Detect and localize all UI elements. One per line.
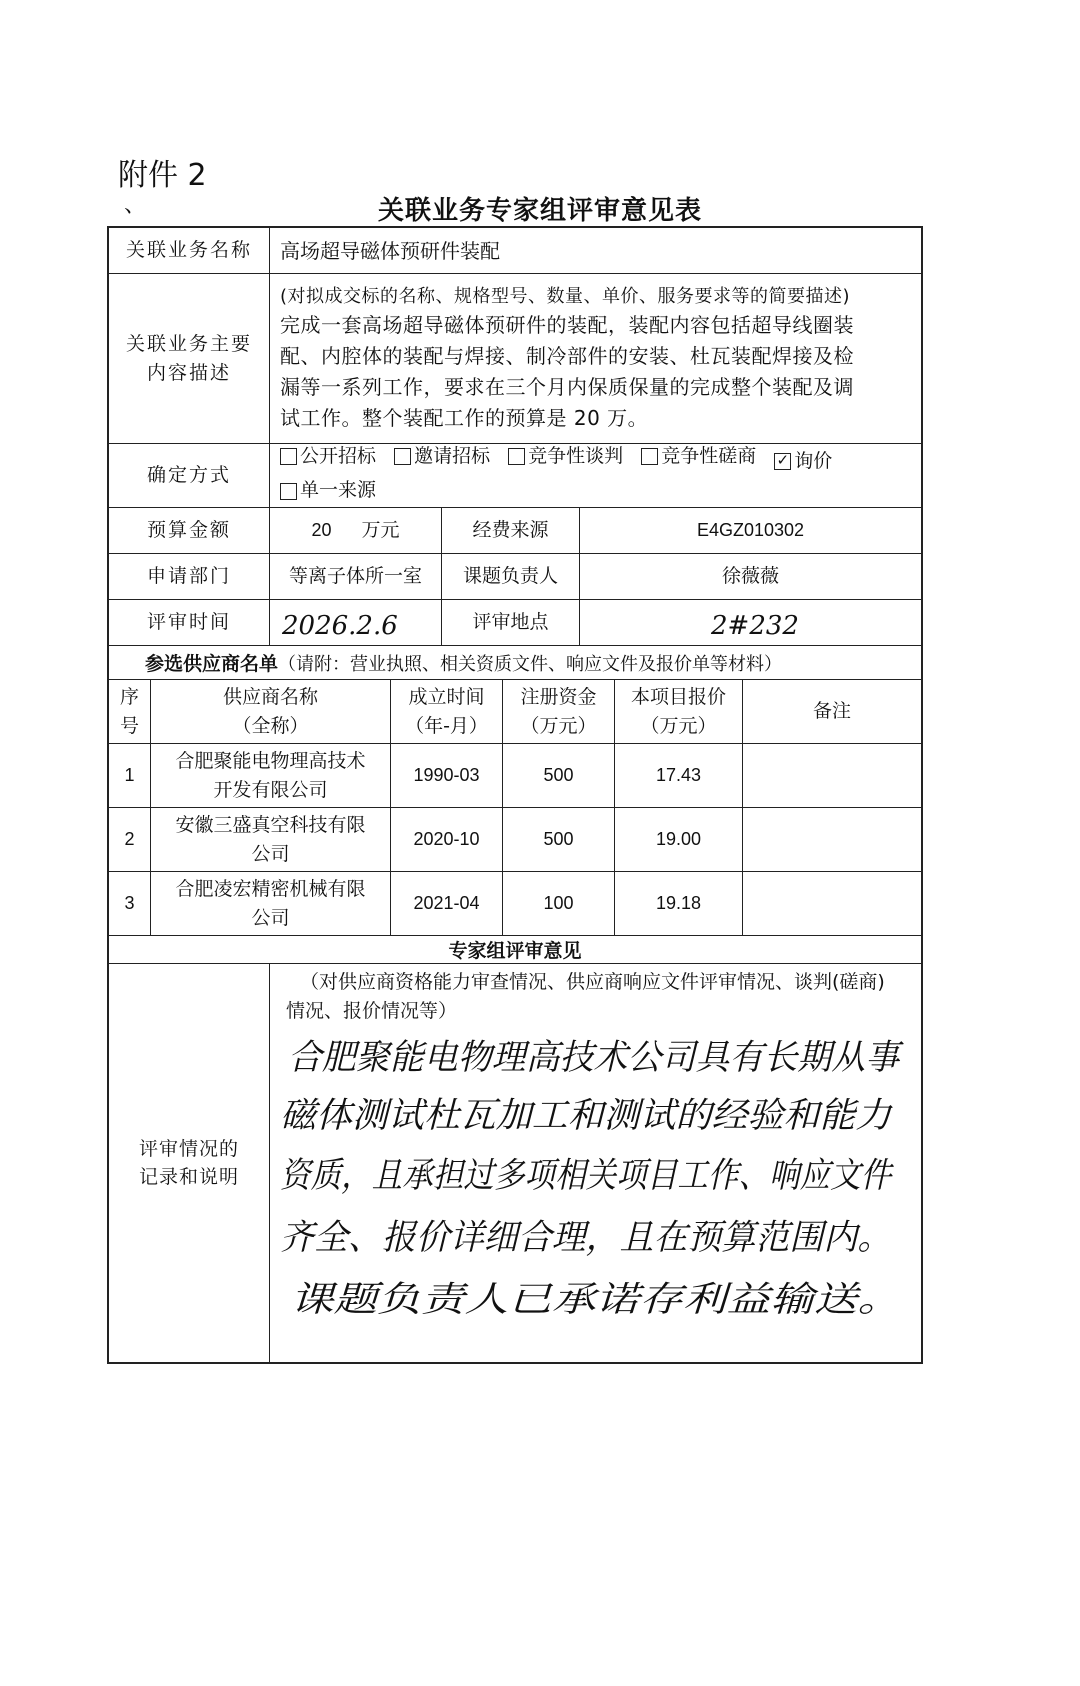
supplier-note: [743, 808, 921, 871]
checked-checkbox-icon[interactable]: ✓: [774, 453, 791, 470]
business-desc-value: [270, 274, 921, 443]
supplier-quote: 17.43: [615, 744, 743, 807]
desc-line: 试工作。整个装配工作的预算是 20 万。: [280, 406, 649, 431]
supplier-quote: 19.18: [615, 872, 743, 935]
header-text: 号: [119, 714, 139, 737]
handwriting-line: 资质，且承担过多项相关项目工作、响应文件: [280, 1155, 895, 1196]
attachment-label: 附件 2: [118, 158, 207, 193]
supplier-capital: 500: [503, 808, 615, 871]
option-label: 询价: [794, 449, 833, 472]
table-row: [109, 872, 921, 936]
header-text: （万元）: [640, 714, 717, 737]
checkbox-icon[interactable]: [280, 483, 297, 500]
col-header-name: [151, 680, 391, 743]
supplier-list-heading: [109, 646, 921, 680]
supplier-heading-title: 参选供应商名单: [145, 653, 279, 675]
col-header-no: [109, 680, 151, 743]
supplier-name: [151, 744, 391, 807]
header-text: 注册资金: [520, 686, 597, 708]
table-row: [109, 808, 921, 872]
fund-source-value: E4GZ010302: [696, 520, 805, 540]
expert-opinion-heading: 专家组评审意见: [109, 936, 921, 964]
handwriting-line: 磁体测试杜瓦加工和测试的经验和能力: [280, 1095, 894, 1136]
leader-label: 课题负责人: [442, 554, 580, 599]
header-text: （万元）: [520, 714, 597, 737]
supplier-name-line: 公司: [251, 842, 290, 865]
handwriting-line: 合肥聚能电物理高技术公司具有长期从事: [287, 1037, 905, 1078]
business-name-value: 高场超导磁体预研件装配: [280, 238, 500, 263]
review-record-label: [109, 964, 270, 1362]
supplier-name-line: 安徽三盛真空科技有限: [175, 814, 366, 836]
review-record-row: [109, 964, 921, 1362]
handwriting-line: 齐全、报价详细合理，且在预算范围内。: [280, 1217, 892, 1258]
supplier-date: 1990-03: [391, 744, 503, 807]
handwriting-line: 课题负责人已承诺存利益输送。: [289, 1279, 902, 1320]
option-label: 邀请招标: [414, 444, 491, 467]
desc-hint: (对拟成交标的名称、规格型号、数量、单价、服务要求等的简要描述): [280, 285, 851, 307]
form-title: 关联业务专家组评审意见表: [377, 196, 702, 226]
review-form-table: [107, 226, 923, 1364]
row-no: 3: [109, 872, 151, 935]
supplier-name: [151, 808, 391, 871]
review-time-value: [270, 600, 442, 645]
supplier-capital: 500: [503, 744, 615, 807]
method-option-consultation[interactable]: [641, 442, 756, 471]
checkbox-icon[interactable]: [508, 448, 525, 465]
review-place-value: [580, 600, 921, 645]
header-text: 供应商名称: [222, 686, 318, 708]
option-label: 公开招标: [300, 444, 377, 467]
svg-text:2026.2.6: 2026.2.6: [281, 610, 398, 641]
row-no: 1: [109, 744, 151, 807]
review-time-label: 评审时间: [109, 600, 270, 645]
budget-unit: 万元: [361, 519, 400, 542]
header-text: 本项目报价: [630, 686, 726, 708]
header-text: （年-月）: [405, 714, 488, 737]
label-line: 记录和说明: [138, 1166, 239, 1188]
supplier-note: [743, 744, 921, 807]
review-record-value: [270, 964, 921, 1362]
method-option-public[interactable]: [280, 442, 376, 471]
budget-amount-cell: [270, 508, 442, 553]
label-line: 评审情况的: [138, 1137, 239, 1160]
desc-line: 配、内腔体的装配与焊接、制冷部件的安装、杜瓦装配焊接及检: [280, 344, 854, 369]
table-row: [109, 744, 921, 808]
leader-value: 徐薇薇: [721, 565, 779, 588]
supplier-name-line: 开发有限公司: [213, 778, 328, 801]
method-option-negotiation[interactable]: [508, 442, 623, 471]
row-no: 2: [109, 808, 151, 871]
supplier-name: [151, 872, 391, 935]
method-option-single-source[interactable]: [280, 476, 376, 505]
desc-line: 漏等一系列工作，要求在三个月内保质保量的完成整个装配及调: [280, 375, 854, 400]
supplier-date: 2021-04: [391, 872, 503, 935]
handwritten-place: [671, 602, 831, 644]
method-options: [270, 444, 921, 507]
supplier-quote: 19.00: [615, 808, 743, 871]
business-name-label: 关联业务名称: [109, 228, 270, 273]
business-desc-label: [109, 274, 270, 443]
review-hint: 情况、报价情况等）: [286, 1000, 458, 1023]
department-label: 申请部门: [109, 554, 270, 599]
tick-mark: 、: [124, 193, 147, 218]
supplier-date: 2020-10: [391, 808, 503, 871]
budget-row: [109, 508, 921, 554]
handwritten-opinion: [280, 1027, 911, 1347]
option-label: 单一来源: [300, 479, 377, 502]
col-header-note: 备注: [812, 700, 851, 723]
review-time-row: [109, 600, 921, 646]
handwritten-date: [276, 602, 436, 644]
method-label: 确定方式: [109, 444, 270, 507]
checkbox-icon[interactable]: [394, 448, 411, 465]
header-text: （全称）: [232, 714, 309, 737]
fund-source-label: 经费来源: [442, 508, 580, 553]
business-name-row: [109, 228, 921, 274]
supplier-name-line: 公司: [251, 906, 290, 929]
header-text: 序: [119, 686, 139, 708]
option-label: 竞争性谈判: [528, 444, 624, 467]
department-value: 等离子体所一室: [270, 554, 442, 599]
method-option-invite[interactable]: [394, 442, 490, 471]
business-desc-row: [109, 274, 921, 444]
desc-label-line-2: 内容描述: [146, 361, 231, 384]
supplier-name-line: 合肥凌宏精密机械有限: [175, 878, 366, 900]
department-row: [109, 554, 921, 600]
checkbox-icon[interactable]: [641, 448, 658, 465]
supplier-name-line: 合肥聚能电物理高技术: [175, 750, 366, 772]
header-text: 成立时间: [408, 686, 485, 708]
col-header-capital: [503, 680, 615, 743]
supplier-note: [743, 872, 921, 935]
budget-amount: 20: [311, 520, 332, 540]
supplier-heading-note: （请附：营业执照、相关资质文件、响应文件及报价单等材料）: [278, 653, 783, 675]
review-hint: （对供应商资格能力审查情况、供应商响应文件评审情况、谈判(磋商): [300, 971, 885, 993]
review-place-label: 评审地点: [442, 600, 580, 645]
supplier-table-header: [109, 680, 921, 744]
supplier-capital: 100: [503, 872, 615, 935]
col-header-date: [391, 680, 503, 743]
desc-label-line-1: 关联业务主要: [125, 333, 252, 355]
col-header-quote: [615, 680, 743, 743]
method-option-inquiry[interactable]: [774, 447, 832, 476]
method-row: [109, 444, 921, 508]
option-label: 竞争性磋商: [661, 444, 757, 467]
budget-label: 预算金额: [109, 508, 270, 553]
desc-line: 完成一套高场超导磁体预研件的装配，装配内容包括超导线圈装: [280, 313, 854, 338]
checkbox-icon[interactable]: [280, 448, 297, 465]
svg-text:2#232: 2#232: [710, 610, 799, 641]
